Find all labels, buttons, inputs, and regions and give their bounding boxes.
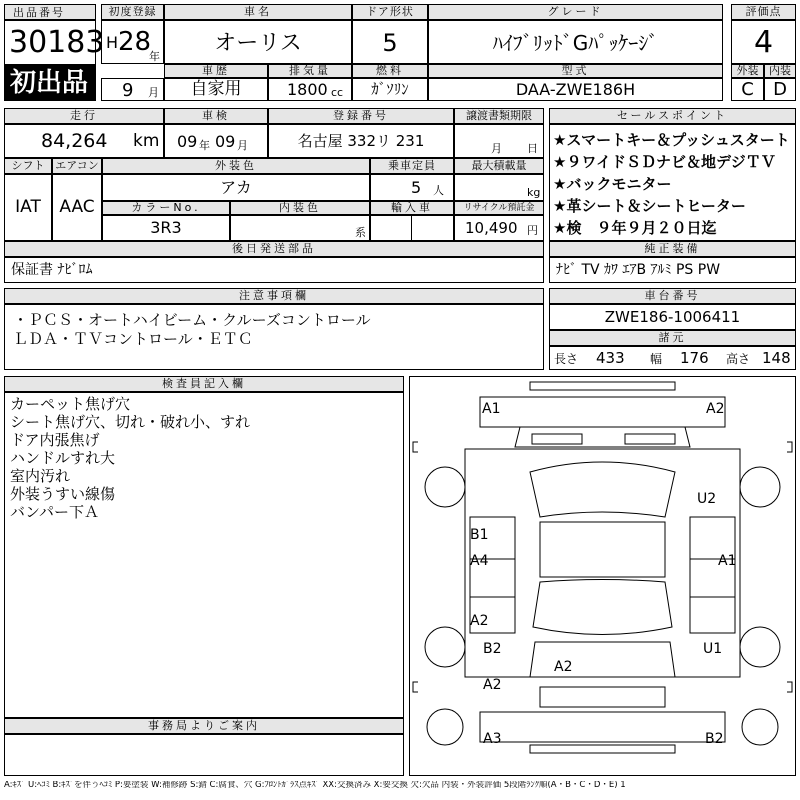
first-listing-badge [4, 65, 96, 101]
caution-lines [13, 311, 371, 349]
lot-no-label: 出品番号 [13, 6, 65, 19]
capacity-unit: 人 [433, 184, 444, 197]
lot-no: 30183 [9, 25, 105, 60]
displacement: 1800 [287, 80, 328, 99]
max-load-cell [454, 174, 544, 201]
ac-label: エアコン [52, 158, 102, 174]
car-name: オーリス [214, 31, 302, 56]
recycle-cell [454, 215, 544, 241]
shift-label: シフト [4, 158, 52, 174]
inspector-line: シート焦げ穴、切れ・破れ小、すれ [10, 413, 251, 431]
mileage-unit: km [133, 131, 160, 151]
office-label: 事務局よりご案内 [4, 718, 404, 734]
color-no-cell [102, 215, 230, 241]
inspector-line: 外装うすい線傷 [10, 485, 116, 503]
import-label: 輸入車 [370, 201, 454, 215]
mileage-cell [4, 124, 164, 158]
model: DAA-ZWE186H [515, 80, 636, 99]
reg-no-label: 登録番号 [268, 108, 454, 124]
later-parts: 保証書 ﾅﾋﾞﾛﾑ [11, 262, 93, 278]
caution-label: 注意事項欄 [4, 288, 544, 304]
capacity: 5 [411, 178, 422, 197]
inspector-line: ドア内張焦げ [10, 431, 100, 449]
later-parts-label: 後日発送部品 [4, 241, 544, 257]
sales-point: ★検 ９年９月２０日迄 [553, 219, 717, 237]
reg-month-cell [101, 78, 164, 101]
fuel-label: 燃料 [352, 64, 428, 78]
shift-cell [4, 174, 52, 241]
damage-mark: U1 [703, 641, 723, 657]
max-load-label: 最大積載量 [454, 158, 544, 174]
lot-no-cell [4, 20, 105, 65]
office-cell [4, 734, 404, 776]
interior-score: D [773, 79, 787, 100]
interior-cell [764, 78, 796, 101]
inspector-label: 検査員記入欄 [4, 376, 404, 392]
reg-year: 28 [118, 27, 152, 57]
ac: AAC [59, 197, 95, 217]
height-label: 高さ [726, 352, 751, 366]
inspector-line: バンパー下Ａ [10, 503, 99, 521]
sales-point: ★革シート＆シートヒーター [553, 197, 746, 215]
car-diagram [409, 376, 796, 776]
damage-mark: A2 [470, 613, 489, 629]
caution-line: ＬＤＡ・ＴＶコントロール・ＥＴＣ [13, 330, 253, 348]
import-cell [370, 215, 454, 241]
displacement-label: 排気量 [268, 64, 352, 78]
ac-cell [52, 174, 102, 241]
displacement-cell [268, 78, 352, 101]
sales-points-list [553, 129, 790, 239]
int-color-unit: 系 [355, 226, 366, 239]
inspector-line: カーペット焦げ穴 [10, 395, 131, 413]
sales-point: ★９ワイドＳＤナビ＆地デジＴＶ [553, 153, 776, 171]
lot-no-label-cell [4, 4, 96, 20]
sales-point: ★スマートキー＆プッシュスタート [553, 131, 790, 149]
insp-year-unit: 年 [199, 139, 210, 152]
width-label: 幅 [650, 352, 663, 366]
inspection-label: 車検 [164, 108, 268, 124]
int-color-cell [230, 215, 370, 241]
ext-color: アカ [220, 178, 252, 197]
shift: IAT [15, 197, 41, 217]
chassis-cell [549, 304, 796, 330]
sales-points-label: セールスポイント [549, 108, 796, 124]
exterior-cell [731, 78, 764, 101]
era: H [106, 33, 119, 52]
caution-cell [4, 304, 544, 370]
chassis-label: 車台番号 [549, 288, 796, 304]
car-outline [410, 377, 795, 775]
exterior-label: 外装 [731, 64, 764, 78]
exterior-score: C [741, 79, 754, 100]
history-label: 車歴 [164, 64, 268, 78]
history: 自家用 [190, 79, 242, 99]
transfer-cell [454, 124, 544, 158]
sales-point: ★バックモニター [553, 175, 672, 193]
inspection-cell [164, 124, 268, 158]
damage-mark: B2 [705, 731, 724, 747]
recycle: 10,490 [465, 219, 518, 237]
sales-points-cell [549, 124, 796, 241]
model-label: 型式 [428, 64, 723, 78]
transfer-label: 譲渡書類期限 [454, 108, 544, 124]
displacement-unit: cc [331, 86, 344, 99]
damage-mark: A4 [470, 553, 489, 569]
dims-cell [549, 346, 796, 370]
damage-mark: B2 [483, 641, 502, 657]
recycle-unit: 円 [527, 224, 538, 237]
reg-month: 9 [122, 80, 134, 101]
length-label: 長さ [554, 352, 579, 366]
insp-year: 09 [177, 132, 198, 151]
fuel: ｶﾞｿﾘﾝ [371, 80, 409, 98]
mileage-label: 走行 [4, 108, 164, 124]
width: 176 [680, 349, 709, 367]
year-unit: 年 [149, 50, 160, 63]
caution-line: ・ＰＣＳ・オートハイビーム・クルーズコントロール [13, 311, 371, 329]
door-label: ドア形状 [352, 4, 428, 20]
damage-mark: B1 [470, 527, 489, 543]
door-cell [352, 20, 428, 64]
genuine-label: 純正装備 [549, 241, 796, 257]
insp-month-unit: 月 [237, 139, 248, 152]
later-parts-cell [4, 257, 544, 283]
history-cell [164, 78, 268, 101]
interior-label: 内装 [764, 64, 796, 78]
ext-color-label: 外装色 [102, 158, 370, 174]
recycle-label: リサイクル預託金 [454, 201, 544, 215]
fuel-cell [352, 78, 428, 101]
score-label: 評価点 [731, 4, 796, 20]
first-listing-text: 初出品 [10, 68, 89, 98]
model-cell [428, 78, 723, 101]
inspector-line: ハンドルすれ大 [10, 449, 116, 467]
color-no-label: カラーNo. [102, 201, 230, 215]
reg-no: 名古屋 332リ 231 [297, 132, 425, 150]
car-name-cell [164, 20, 352, 64]
chassis-number: ZWE186-1006411 [604, 308, 741, 326]
grade-cell [428, 20, 723, 64]
color-no: 3R3 [150, 218, 182, 237]
damage-mark: U2 [697, 491, 717, 507]
first-reg-cell [101, 20, 164, 64]
height: 148 [762, 349, 791, 367]
import-box-divider [411, 216, 412, 240]
score-cell [731, 20, 796, 64]
damage-mark: A1 [718, 553, 737, 569]
month-unit: 月 [148, 86, 159, 99]
mileage: 84,264 [41, 130, 108, 152]
first-reg-label: 初度登録 [101, 4, 164, 20]
legend: A:ｷｽﾞ U:ﾍｺﾐ B:ｷｽﾞを伴うﾍｺﾐ P:要塗装 W:補修跡 S:錆 C:腐食、穴 G:ﾌﾛﾝﾄｶﾞﾗｽ点ｷｽﾞ XX:交換済み X:要交換 欠:欠品 内装・外装評価 5段階ﾗﾝｸ順(A・B・C・D・E) 1 [4, 781, 626, 790]
score: 4 [753, 25, 774, 60]
insp-month: 09 [215, 132, 236, 151]
length: 433 [596, 349, 625, 367]
damage-mark: A2 [706, 401, 725, 417]
car-name-label: 車名 [164, 4, 352, 20]
damage-mark: A1 [482, 401, 501, 417]
int-color-label: 内装色 [230, 201, 370, 215]
damage-mark: A2 [554, 659, 573, 675]
max-load-unit: kg [527, 186, 541, 199]
reg-no-cell [268, 124, 454, 158]
ext-color-cell [102, 174, 370, 201]
transfer-month-unit: 月 [491, 142, 502, 155]
transfer-day-unit: 日 [527, 142, 538, 155]
inspector-lines [10, 395, 250, 521]
capacity-label: 乗車定員 [370, 158, 454, 174]
damage-mark: A3 [483, 731, 502, 747]
grade: ﾊｲﾌﾞﾘｯﾄﾞGﾊﾟｯｹｰｼﾞ [492, 31, 659, 55]
inspector-cell [4, 392, 404, 718]
grade-label: グレード [428, 4, 723, 20]
damage-mark: A2 [483, 677, 502, 693]
dims-label: 諸元 [549, 330, 796, 346]
genuine-cell [549, 257, 796, 283]
capacity-cell [370, 174, 454, 201]
genuine-equipment: ﾅﾋﾞ TV ｶﾜ ｴｱB ｱﾙﾐ PS PW [556, 262, 721, 278]
doors: 5 [382, 29, 398, 57]
inspector-line: 室内汚れ [10, 467, 71, 485]
